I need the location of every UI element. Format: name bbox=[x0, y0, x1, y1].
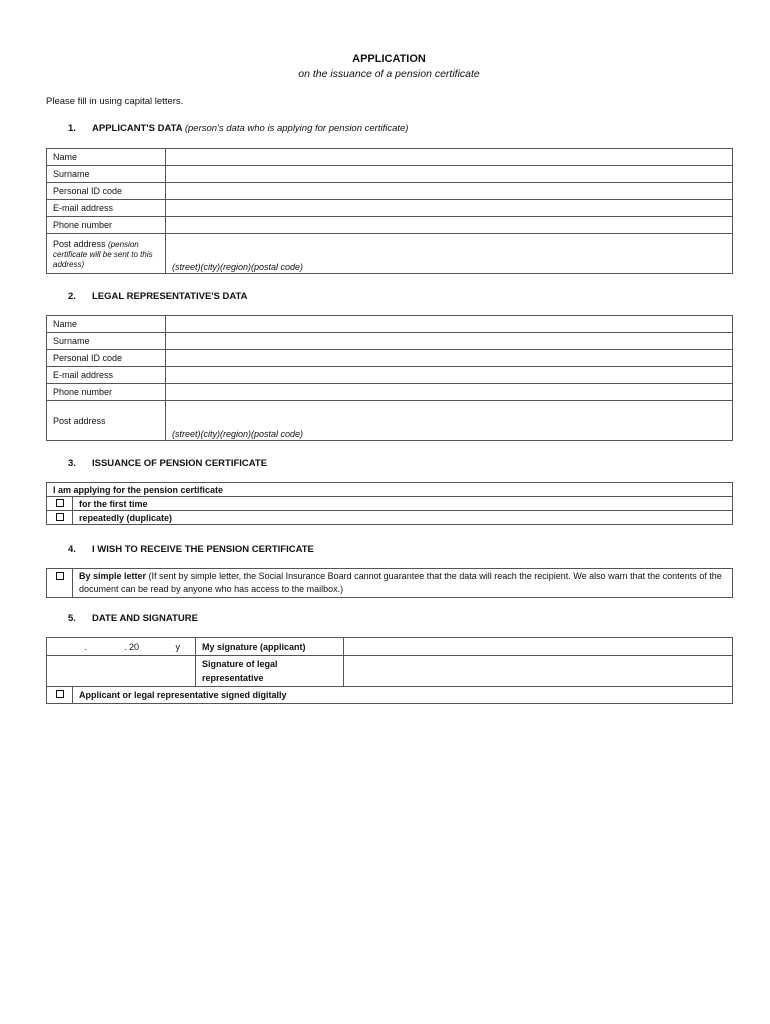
applicant-signature-field[interactable] bbox=[344, 638, 733, 656]
digital-signature-checkbox-cell[interactable] bbox=[47, 687, 73, 704]
first-time-label: for the first time bbox=[73, 497, 733, 511]
form-subtitle: on the issuance of a pension certificate bbox=[298, 68, 480, 80]
signature-table bbox=[46, 637, 733, 704]
rep-email-label: E-mail address bbox=[47, 367, 166, 384]
simple-letter-warning: (If sent by simple letter, the Social Insurance Board cannot guarantee that the data will reach the recipient. We also warn that the contents of the document can be read by anyone who has access to the mailbox.) bbox=[79, 571, 722, 594]
fill-instruction: Please fill in using capital letters. bbox=[46, 96, 184, 107]
rep-id-field[interactable] bbox=[166, 350, 733, 367]
applicant-surname-field[interactable] bbox=[166, 166, 733, 183]
applicant-surname-label: Surname bbox=[47, 166, 166, 183]
simple-letter-checkbox-cell[interactable] bbox=[47, 569, 73, 598]
section-2-number: 2. bbox=[68, 291, 76, 302]
simple-letter-checkbox[interactable] bbox=[56, 572, 64, 580]
section-5-title: DATE AND SIGNATURE bbox=[92, 613, 198, 624]
section-2-heading bbox=[68, 291, 248, 302]
representative-signature-field[interactable] bbox=[344, 656, 733, 687]
applicant-name-field[interactable] bbox=[166, 149, 733, 166]
digital-signature-label: Applicant or legal representative signed digitally bbox=[73, 687, 733, 704]
rep-phone-field[interactable] bbox=[166, 384, 733, 401]
date-day-separator: . bbox=[84, 641, 87, 652]
duplicate-checkbox[interactable] bbox=[56, 513, 64, 521]
applicant-post-label: Post address bbox=[53, 238, 106, 249]
section-3-heading bbox=[68, 458, 267, 469]
representative-data-table bbox=[46, 315, 733, 441]
form-title: APPLICATION bbox=[352, 53, 426, 65]
applicant-phone-field[interactable] bbox=[166, 217, 733, 234]
issuance-table bbox=[46, 482, 733, 525]
simple-letter-option bbox=[73, 569, 733, 598]
section-4-title: I WISH TO RECEIVE THE PENSION CERTIFICATE bbox=[92, 544, 314, 555]
section-1-number: 1. bbox=[68, 123, 76, 134]
section-1-hint: (person's data who is applying for pension certificate) bbox=[184, 123, 409, 134]
rep-email-field[interactable] bbox=[166, 367, 733, 384]
rep-surname-label: Surname bbox=[47, 333, 166, 350]
applicant-email-label: E-mail address bbox=[47, 200, 166, 217]
section-5-heading bbox=[68, 613, 198, 624]
applicant-post-format: (street)(city)(region)(postal code) bbox=[172, 262, 304, 272]
rep-post-field[interactable] bbox=[166, 401, 733, 441]
date-field[interactable] bbox=[47, 638, 196, 656]
delivery-table bbox=[46, 568, 733, 598]
rep-post-format: (street)(city)(region)(postal code) bbox=[172, 429, 304, 439]
date-year-prefix: . 20 bbox=[123, 641, 139, 652]
duplicate-checkbox-cell[interactable] bbox=[47, 511, 73, 525]
first-time-checkbox[interactable] bbox=[56, 499, 64, 507]
rep-post-label: Post address bbox=[47, 401, 166, 441]
rep-name-field[interactable] bbox=[166, 316, 733, 333]
section-3-number: 3. bbox=[68, 458, 76, 469]
applicant-phone-label: Phone number bbox=[47, 217, 166, 234]
first-time-checkbox-cell[interactable] bbox=[47, 497, 73, 511]
applicant-data-table bbox=[46, 148, 733, 274]
applicant-email-field[interactable] bbox=[166, 200, 733, 217]
section-4-heading bbox=[68, 544, 314, 555]
applicant-post-hint: (pension certificate will be sent to this address) bbox=[53, 239, 153, 269]
duplicate-label: repeatedly (duplicate) bbox=[73, 511, 733, 525]
rep-surname-field[interactable] bbox=[166, 333, 733, 350]
applicant-id-field[interactable] bbox=[166, 183, 733, 200]
section-1-heading bbox=[68, 123, 408, 134]
rep-phone-label: Phone number bbox=[47, 384, 166, 401]
applicant-name-label: Name bbox=[47, 149, 166, 166]
representative-signature-label: Signature of legal representative bbox=[196, 656, 344, 687]
date-blank-cell bbox=[47, 656, 196, 687]
section-4-number: 4. bbox=[68, 544, 76, 555]
applicant-post-label-cell bbox=[47, 234, 166, 274]
date-year-suffix: y bbox=[175, 641, 180, 652]
rep-name-label: Name bbox=[47, 316, 166, 333]
applicant-post-field[interactable] bbox=[166, 234, 733, 274]
digital-signature-checkbox[interactable] bbox=[56, 690, 64, 698]
section-1-title: APPLICANT'S DATA bbox=[92, 123, 183, 134]
rep-id-label: Personal ID code bbox=[47, 350, 166, 367]
issuance-header: I am applying for the pension certificate bbox=[47, 483, 733, 497]
applicant-signature-label: My signature (applicant) bbox=[196, 638, 344, 656]
section-3-title: ISSUANCE OF PENSION CERTIFICATE bbox=[92, 458, 268, 469]
section-2-title: LEGAL REPRESENTATIVE'S DATA bbox=[92, 291, 248, 302]
section-5-number: 5. bbox=[68, 613, 76, 624]
simple-letter-label: By simple letter bbox=[79, 571, 147, 581]
applicant-id-label: Personal ID code bbox=[47, 183, 166, 200]
